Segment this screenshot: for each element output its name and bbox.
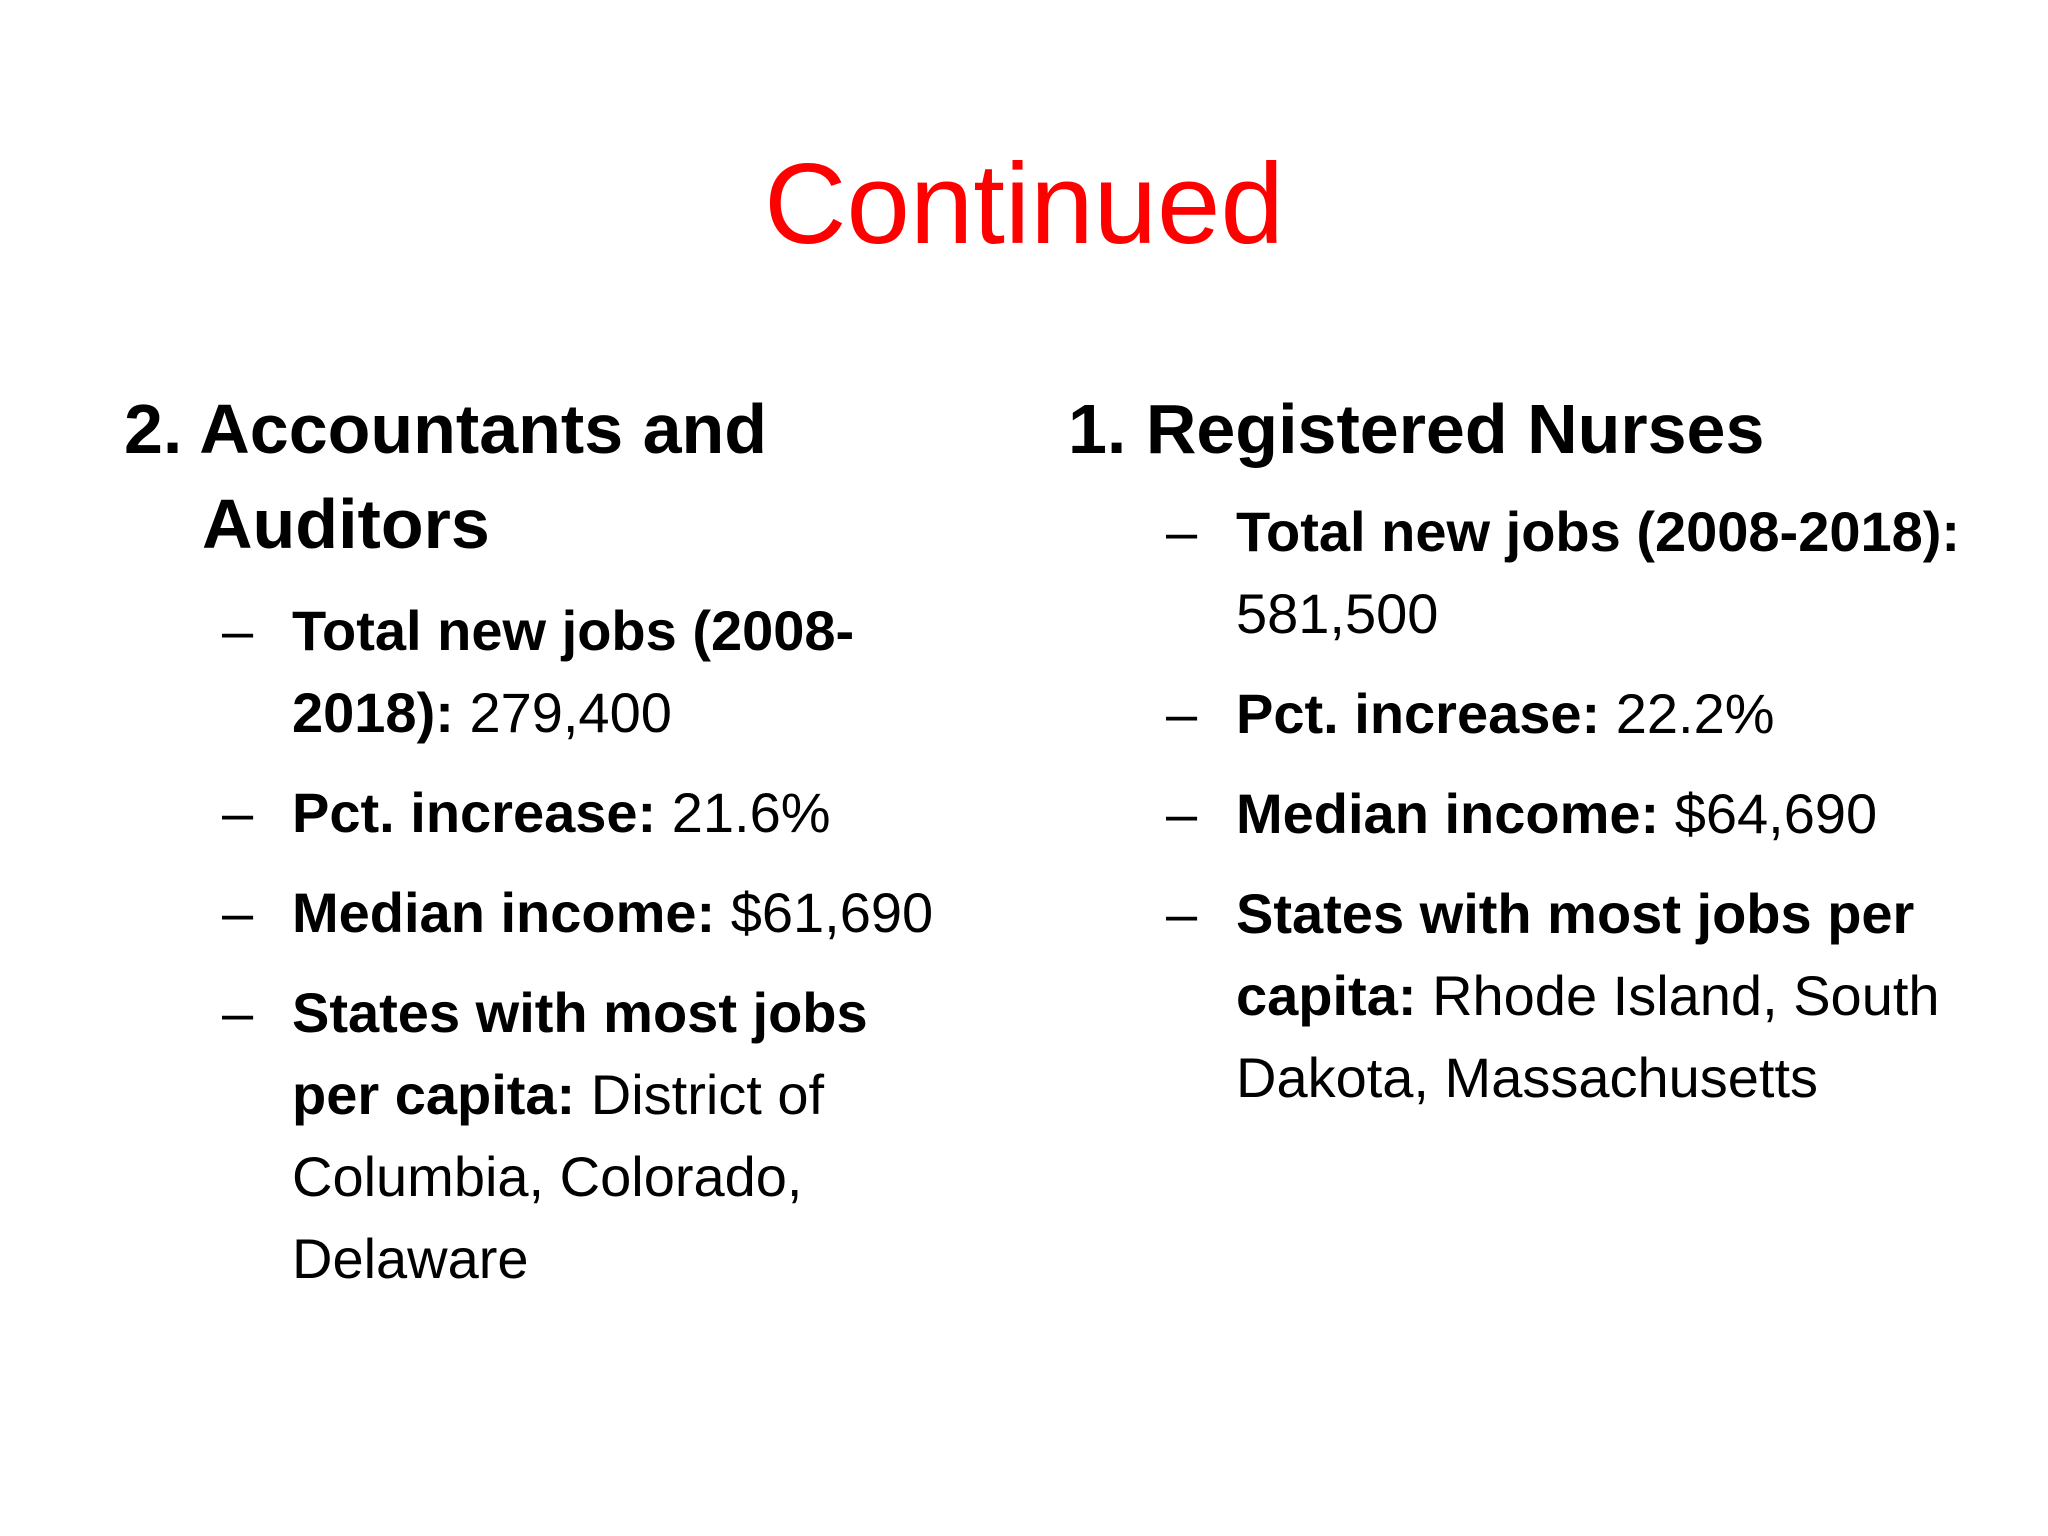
item-value: 22.2% xyxy=(1615,682,1775,745)
item-label: Pct. increase: xyxy=(292,781,657,844)
item-label: Total new jobs (2008-2018): xyxy=(292,599,855,744)
left-column xyxy=(124,382,964,1300)
item-label: States with most jobs per capita: xyxy=(1236,882,1915,1027)
dash-bullet: – xyxy=(1166,782,1198,845)
item-label: Total new jobs (2008-2018): xyxy=(1236,500,1961,563)
item-value: District of Columbia, Colorado, Delaware xyxy=(292,1063,825,1290)
list-item xyxy=(1068,491,1968,655)
list-item xyxy=(124,972,964,1300)
dash-bullet: – xyxy=(222,781,254,844)
right-column xyxy=(1068,382,1968,1119)
list-item xyxy=(124,590,964,754)
list-item xyxy=(1068,873,1968,1119)
dash-bullet: – xyxy=(222,981,254,1044)
item-label: States with most jobs per capita: xyxy=(292,981,868,1126)
item-value: 21.6% xyxy=(671,781,831,844)
dash-bullet: – xyxy=(222,599,254,662)
item-label: Pct. increase: xyxy=(1236,682,1601,745)
list-item xyxy=(124,772,964,854)
right-heading: 1. Registered Nurses xyxy=(1068,390,1765,468)
left-list xyxy=(124,590,964,1300)
item-value: 279,400 xyxy=(469,681,672,744)
left-heading: 2. Accountants and Auditors xyxy=(124,390,768,563)
item-value: $61,690 xyxy=(730,881,934,944)
item-label: Median income: xyxy=(1236,782,1660,845)
item-value: 581,500 xyxy=(1236,582,1439,645)
dash-bullet: – xyxy=(1166,882,1198,945)
right-list xyxy=(1068,491,1968,1119)
dash-bullet: – xyxy=(1166,682,1198,745)
item-value: $64,690 xyxy=(1674,782,1878,845)
list-item xyxy=(1068,773,1968,855)
dash-bullet: – xyxy=(222,881,254,944)
list-item xyxy=(1068,673,1968,755)
list-item xyxy=(124,872,964,954)
item-label: Median income: xyxy=(292,881,716,944)
dash-bullet: – xyxy=(1166,500,1198,563)
item-value: Rhode Island, South Dakota, Massachusetts xyxy=(1236,964,1940,1109)
slide-title: Continued xyxy=(764,141,1284,268)
